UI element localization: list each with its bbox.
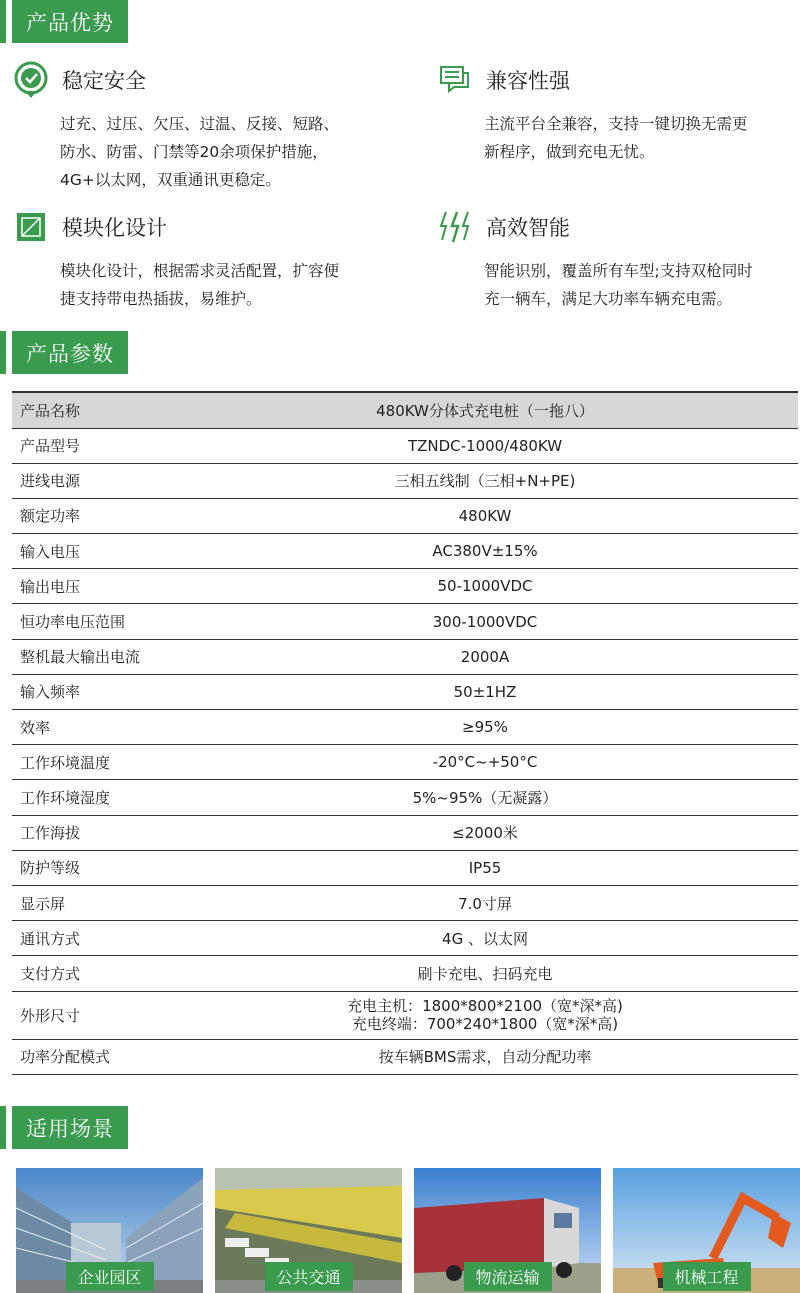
param-label: 进线电源 <box>12 463 172 498</box>
section-title-advantages <box>0 0 128 43</box>
scene-public-transport <box>215 1168 402 1293</box>
param-value: 300-1000VDC <box>172 604 798 639</box>
param-value: -20°C~+50°C <box>172 745 798 780</box>
param-value: 刷卡充电、扫码充电 <box>172 956 798 991</box>
table-row <box>12 745 798 780</box>
param-value: ≥95% <box>172 710 798 745</box>
table-row <box>12 710 798 745</box>
table-row <box>12 569 798 604</box>
table-row <box>12 428 798 463</box>
shield-check-icon <box>14 63 48 97</box>
table-row <box>12 991 798 1039</box>
section-title-text: 产品参数 <box>12 331 128 374</box>
table-row <box>12 498 798 533</box>
feature-stable-safe <box>14 60 414 194</box>
param-value: 50±1HZ <box>172 674 798 709</box>
feature-title: 稳定安全 <box>62 69 146 93</box>
scene-enterprise-park <box>16 1168 203 1293</box>
param-value: 三相五线制（三相+N+PE) <box>172 463 798 498</box>
feature-title: 高效智能 <box>486 216 570 240</box>
table-row <box>12 885 798 920</box>
scene-logistics <box>414 1168 601 1293</box>
param-label: 支付方式 <box>12 956 172 991</box>
param-label: 工作环境温度 <box>12 745 172 780</box>
param-label: 产品名称 <box>12 392 172 428</box>
param-label: 功率分配模式 <box>12 1039 172 1074</box>
param-value: 2000A <box>172 639 798 674</box>
param-label: 恒功率电压范围 <box>12 604 172 639</box>
scene-machinery <box>613 1168 800 1293</box>
scene-label: 机械工程 <box>662 1262 750 1291</box>
table-row <box>12 534 798 569</box>
param-label: 效率 <box>12 710 172 745</box>
table-row <box>12 780 798 815</box>
table-row <box>12 674 798 709</box>
feature-desc: 智能识别，覆盖所有车型;支持双枪同时 充一辆车，满足大功率车辆充电需。 <box>484 262 753 308</box>
chat-bubbles-icon <box>438 63 472 97</box>
table-row <box>12 815 798 850</box>
param-value <box>172 991 798 1039</box>
param-label: 防护等级 <box>12 850 172 885</box>
table-header-row <box>12 392 798 428</box>
param-label: 通讯方式 <box>12 921 172 956</box>
table-row <box>12 1039 798 1074</box>
param-value: 7.0寸屏 <box>172 885 798 920</box>
feature-efficient-smart <box>438 207 798 313</box>
feature-modular <box>14 207 414 313</box>
feature-title: 兼容性强 <box>486 69 570 93</box>
table-row <box>12 921 798 956</box>
param-value: 480KW <box>172 498 798 533</box>
module-icon <box>14 210 48 244</box>
param-label: 工作环境湿度 <box>12 780 172 815</box>
param-value: IP55 <box>172 850 798 885</box>
feature-desc: 模块化设计，根据需求灵活配置，扩容便 捷支持带电热插拔，易维护。 <box>60 262 340 308</box>
table-row <box>12 639 798 674</box>
param-label: 输入频率 <box>12 674 172 709</box>
table-row <box>12 850 798 885</box>
table-row <box>12 463 798 498</box>
param-value: 5%~95%（无凝露） <box>172 780 798 815</box>
size-terminal: 充电终端：700*240*1800（宽*深*高) <box>351 1015 619 1033</box>
param-label: 工作海拔 <box>12 815 172 850</box>
params-table <box>12 391 798 1075</box>
param-value: 480KW分体式充电桩（一拖八） <box>172 392 798 428</box>
scene-label: 物流运输 <box>463 1262 551 1291</box>
param-value: 50-1000VDC <box>172 569 798 604</box>
table-row <box>12 956 798 991</box>
param-value: AC380V±15% <box>172 534 798 569</box>
size-host: 充电主机：1800*800*2100（宽*深*高) <box>347 997 623 1015</box>
param-label: 输入电压 <box>12 534 172 569</box>
table-row <box>12 604 798 639</box>
feature-title: 模块化设计 <box>62 216 167 240</box>
param-value: 4G 、以太网 <box>172 921 798 956</box>
feature-compatibility <box>438 60 798 166</box>
param-label: 产品型号 <box>12 428 172 463</box>
scene-gallery <box>16 1168 800 1293</box>
section-title-scenes <box>0 1106 128 1149</box>
feature-desc: 主流平台全兼容，支持一键切换无需更 新程序，做到充电无忧。 <box>484 115 748 161</box>
param-value: ≤2000米 <box>172 815 798 850</box>
section-title-text: 产品优势 <box>12 0 128 43</box>
param-label: 输出电压 <box>12 569 172 604</box>
section-title-text: 适用场景 <box>12 1106 128 1149</box>
param-value: TZNDC-1000/480KW <box>172 428 798 463</box>
section-title-params <box>0 331 128 374</box>
scene-label: 企业园区 <box>65 1262 153 1291</box>
param-label: 显示屏 <box>12 885 172 920</box>
param-value: 按车辆BMS需求，自动分配功率 <box>172 1039 798 1074</box>
feature-desc: 过充、过压、欠压、过温、反接、短路、 防水、防雷、门禁等20余项保护措施， 4G+以太网，双重通讯更稳定。 <box>60 115 340 189</box>
param-label: 外形尺寸 <box>12 991 172 1039</box>
lightning-icon <box>438 210 472 244</box>
scene-label: 公共交通 <box>264 1262 352 1291</box>
param-label: 整机最大输出电流 <box>12 639 172 674</box>
param-label: 额定功率 <box>12 498 172 533</box>
